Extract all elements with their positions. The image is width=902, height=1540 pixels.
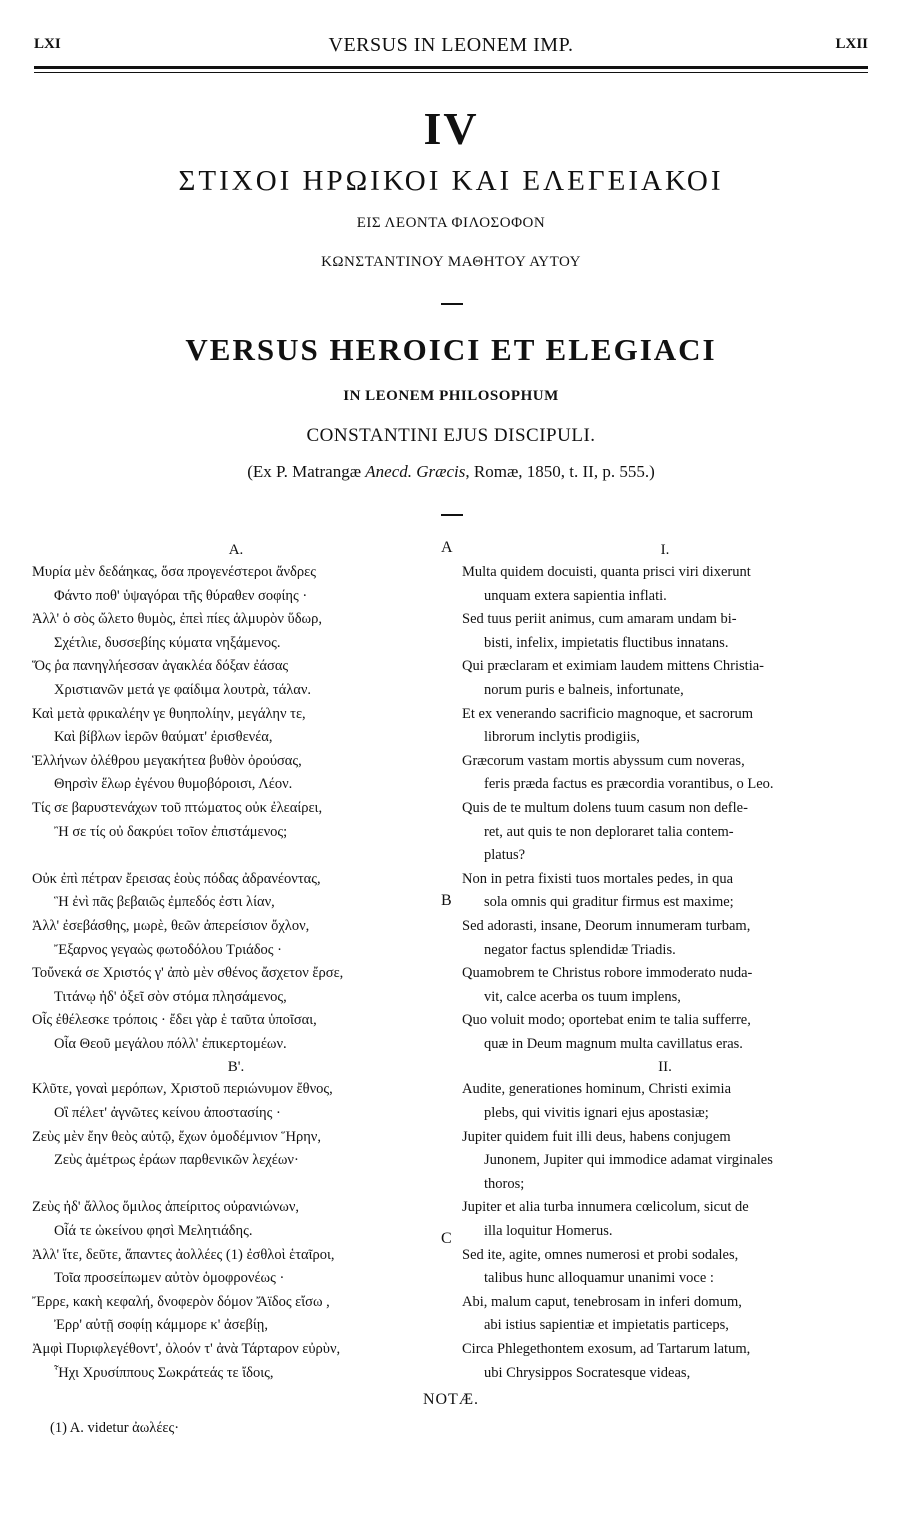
verse-line: Τιτάνῳ ἠδ' ὀξεῖ σὸν στόμα πλησάμενος,	[54, 988, 287, 1005]
section-heading: Β'.	[227, 1059, 245, 1076]
verse-line: Ἔξαρνος γεγαὼς φωτοδόλου Τριάδος ·	[54, 941, 282, 958]
verse-line: Τοῖα προσείπωμεν αὐτὸν ὁμοφρονέως ·	[54, 1270, 285, 1287]
verse-line: bisti, infelix, impietatis fluctibus innatans.	[484, 634, 729, 651]
verse-line: Ζεὺς μὲν ἔην θεὸς αὐτῷ, ἔχων ὁμοδέμνιον Ἥρην,	[32, 1128, 321, 1145]
verse-line: Quo voluit modo; oportebat enim te talia sufferre,	[462, 1012, 751, 1029]
verse-line: Non in petra fixisti tuos mortales pedes, in qua	[462, 870, 734, 887]
verse-line: Θηρσὶν ἕλωρ ἐγένου θυμοβόροισι, Λέον.	[54, 776, 293, 793]
divider-dash	[441, 514, 463, 516]
verse-line: platus?	[484, 847, 526, 864]
page-number-right: LXII	[835, 36, 868, 52]
verse-line: Jupiter quidem fuit illi deus, habens conjugem	[462, 1128, 731, 1145]
latin-column	[462, 539, 868, 1385]
verse-line: plebs, qui vivitis ignari ejus apostasiæ;	[484, 1105, 709, 1122]
verse-line: Ἀλλ' ἐσεβάσθης, μωρὲ, θεῶν ἀπερείσιον ὄχλον,	[32, 917, 310, 934]
verse-line: unquam extera sapientia inflati.	[484, 587, 667, 604]
verse-line: Quamobrem te Christus robore immoderato nuda-	[462, 965, 753, 982]
verse-line: Κλῦτε, γοναὶ μερόπων, Χριστοῦ περιώνυμον ἔθνος,	[32, 1081, 333, 1098]
verse-line: ubi Chrysippos Socratesque videas,	[484, 1364, 691, 1381]
verse-line: Ζεὺς ἠδ' ἄλλος ὅμιλος ἀπείριτος οὐρανιώνων,	[32, 1199, 300, 1216]
verse-line: negator factus splendidæ Triadis.	[484, 941, 676, 958]
section-heading: II.	[658, 1059, 672, 1076]
verse-line: abi istius sapientiæ et impietatis particeps,	[484, 1317, 729, 1334]
verse-line: Ἑλλήνων ὀλέθρου μεγακήτεα βυθὸν ὀρούσας,	[32, 752, 302, 769]
latin-title: VERSUS HEROICI ET ELEGIACI	[185, 332, 717, 367]
notes-heading: NOTÆ.	[422, 1391, 480, 1408]
verse-line: ret, aut quis te non deploraret talia contem-	[484, 823, 734, 840]
verse-line: Τοὔνεκά σε Χριστός γ' ἀπὸ μὲν σθένος ἄσχετον ἔρσε,	[32, 965, 344, 982]
verse-line: Φάντο ποθ' ὑψαγόραι τῆς θύραθεν σοφίης ·	[54, 587, 308, 604]
latin-subtitle-1: IN LEONEM PHILOSOPHUM	[343, 388, 559, 404]
verse-line: Audite, generationes hominum, Christi eximia	[462, 1081, 732, 1098]
verse-line: norum puris e balneis, infortunate,	[484, 681, 684, 698]
verse-line: Jupiter et alia turba innumera cœlicolum, sicut de	[462, 1199, 749, 1216]
verse-line: Et ex venerando sacrificio magnoque, et sacrorum	[462, 705, 754, 722]
verse-line: quæ in Deum magnum multa cavillatus eras.	[484, 1035, 743, 1052]
margin-letter-b: B	[441, 892, 452, 909]
verse-line: talibus hunc alloquamur unanimi voce :	[484, 1270, 714, 1287]
section-numeral: IV	[423, 103, 479, 154]
header-rule	[34, 66, 868, 69]
divider-dash	[441, 303, 463, 305]
stanza-gap	[32, 1173, 440, 1197]
source-citation-work: Anecd. Græcis	[365, 462, 466, 481]
running-title: VERSUS IN LEONEM IMP.	[328, 34, 574, 56]
verse-line: Οἳ πέλετ' ἀγνῶτες κείνου ἀποστασίης ·	[54, 1105, 281, 1122]
verse-line: Sed tuus periit animus, cum amaram undam bi-	[462, 611, 737, 628]
stanza-gap	[32, 844, 440, 868]
verse-line: Ἧχι Χρυσίππους Σωκράτεάς τε ἴδοις,	[54, 1364, 274, 1381]
source-citation-a: (Ex P. Matrangæ	[247, 462, 366, 481]
greek-subtitle-2: ΚΩΝΣΤΑΝΤΙΝΟΥ ΜΑΘΗΤΟΥ ΑΥΤΟΥ	[321, 254, 581, 270]
verse-line: feris præda factus es præcordia vorantibus, o Leo.	[484, 776, 774, 793]
verse-line: Ἀμφὶ Πυριφλεγέθοντ', ὀλοόν τ' ἀνὰ Τάρταρον εὐρὺν,	[32, 1341, 341, 1357]
verse-line: Græcorum vastam mortis abyssum cum noveras,	[462, 752, 745, 769]
footnote: (1) A. videtur ἀωλέες·	[50, 1420, 180, 1436]
latin-subtitle-2: CONSTANTINI EJUS DISCIPULI.	[306, 425, 596, 446]
verse-line: Χριστιανῶν μετά γε φαίδιμα λουτρὰ, τάλαν.	[54, 681, 312, 698]
verse-line: Οὐκ ἐπὶ πέτραν ἔρεισας ἑοὺς πόδας ἀδρανέοντας,	[32, 870, 321, 887]
verse-line: illa loquitur Homerus.	[484, 1223, 613, 1240]
source-citation-c: , Romæ, 1850, t. II, p. 555.)	[465, 462, 655, 481]
verse-line: thoros;	[484, 1175, 525, 1192]
verse-line: Multa quidem docuisti, quanta prisci viri dixerunt	[462, 564, 751, 580]
verse-line: Οἷς ἐθέλεσκε τρόποις · ἔδει γὰρ ἑ ταῦτα ὑποῖσαι,	[32, 1012, 317, 1029]
verse-line: Ζεὺς ἀμέτρως ἐράων παρθενικῶν λεχέων·	[54, 1152, 299, 1169]
verse-line: Junonem, Jupiter qui immodice adamat virginales	[484, 1152, 773, 1169]
verse-line: Qui præclaram et eximiam laudem mittens Christia-	[462, 658, 765, 675]
verse-line: librorum inclytis prodigiis,	[484, 729, 640, 746]
verse-line: Circa Phlegethontem exosum, ad Tartarum latum,	[462, 1341, 751, 1357]
verse-line: Sed ite, agite, omnes numerosi et probi sodales,	[462, 1246, 739, 1263]
verse-line: Ἣ ἐνὶ πᾶς βεβαιῶς ἐμπεδός ἐστι λίαν,	[54, 894, 275, 911]
header-rule-thin	[34, 72, 868, 73]
greek-title: ΣΤΙΧΟΙ ΗΡΩΙΚΟΙ ΚΑΙ ΕΛΕΓΕΙΑΚΟΙ	[178, 165, 724, 197]
verse-line: vit, calce acerba os tuum implens,	[484, 988, 681, 1005]
verse-line: Ἔρρε, κακὴ κεφαλή, δνοφερὸν δόμον Ἄϊδος εἴσω ,	[32, 1293, 330, 1310]
verse-line: Ἀλλ' ἴτε, δεῦτε, ἅπαντες ἀολλέες (1) ἐσθλοὶ ἑταῖροι,	[32, 1246, 335, 1263]
section-heading: I.	[660, 542, 670, 558]
source-citation	[0, 462, 902, 482]
verse-line: Quis de te multum dolens tuum casum non defle-	[462, 799, 748, 816]
verse-line: Sed adorasti, insane, Deorum innumeram turbam,	[462, 917, 751, 934]
verse-line: sola omnis qui graditur firmus est maxime;	[484, 894, 734, 911]
verse-line: Καὶ μετὰ φρικαλέην γε θυηπολίην, μεγάλην τε,	[32, 705, 306, 722]
verse-line: Καὶ βίβλων ἱερῶν θαύματ' ἐρισθενέα,	[54, 729, 273, 746]
greek-column	[32, 539, 440, 1385]
verse-line: Ἢ σε τίς οὐ δακρύει τοῖον ἐπιστάμενος;	[54, 823, 288, 840]
verse-line: Σχέτλιε, δυσσεβίης κύματα νηξάμενος.	[54, 634, 281, 651]
running-head	[34, 34, 868, 58]
verse-line: Ἀλλ' ὁ σὸς ὤλετο θυμὸς, ἐπεὶ πίες ἁλμυρὸν ὕδωρ,	[32, 611, 322, 628]
verse-line: Ὅς ῥα πανηγλήεσσαν ἀγακλέα δόξαν ἐάσας	[32, 658, 289, 675]
section-heading: Α.	[228, 542, 244, 558]
verse-line: Μυρία μὲν δεδάηκας, ὅσα προγενέστεροι ἄνδρες	[32, 564, 316, 580]
verse-line: Τίς σε βαρυστενάχων τοῦ πτώματος οὐκ ἐλεαίρει,	[32, 799, 323, 816]
verse-line: Abi, malum caput, tenebrosam in inferi domum,	[462, 1293, 742, 1310]
verse-line: Ἐρρ' αὐτῇ σοφίῃ κάμμορε κ' ἀσεβίῃ,	[54, 1317, 268, 1334]
margin-letter-a: A	[441, 539, 453, 556]
verse-line: Οἷά τε ὠκείνου φησὶ Μελητιάδης.	[54, 1223, 253, 1240]
greek-subtitle-1: ΕΙΣ ΛΕΟΝΤΑ ΦΙΛΟΣΟΦΟΝ	[356, 215, 546, 231]
margin-letter-c: C	[441, 1230, 452, 1247]
verse-line: Οἷα Θεοῦ μεγάλου πόλλ' ἐπικερτομέων.	[54, 1035, 287, 1052]
page-number-left: LXI	[34, 36, 61, 52]
